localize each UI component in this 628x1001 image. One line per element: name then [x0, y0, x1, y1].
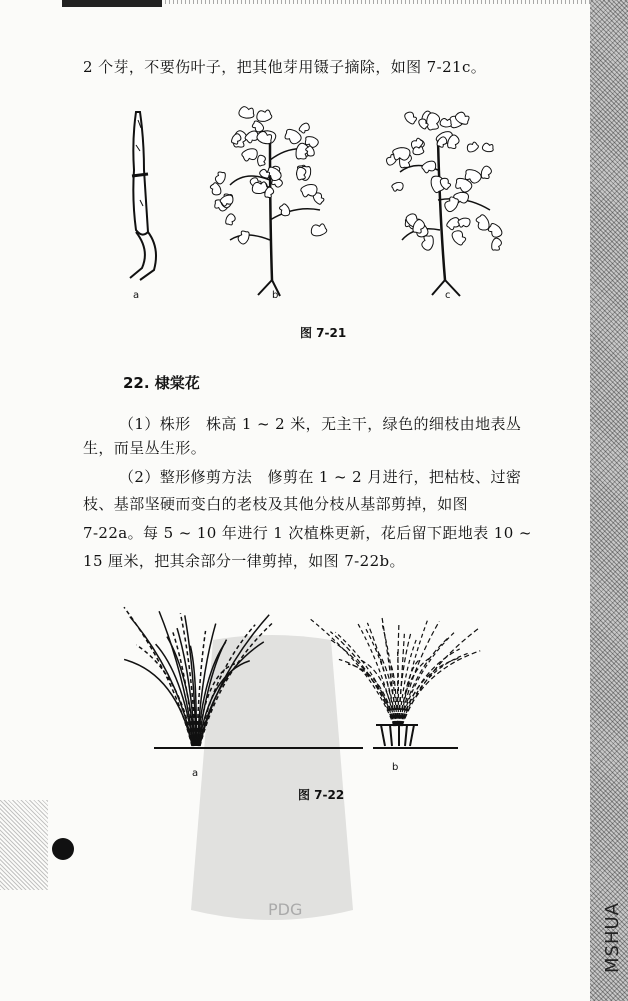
- leaf-shape: [226, 214, 236, 225]
- branch-stroke: [399, 634, 405, 726]
- scan-edge-right: [590, 0, 628, 1001]
- paragraph-line-1: （1）株形 株高 1 ~ 2 米，无主干，绿色的细枝由地表丛: [119, 415, 522, 433]
- figure-7-21-b-leaves: [208, 104, 329, 244]
- leaf-shape: [480, 165, 492, 179]
- leaf-shape: [490, 237, 503, 251]
- leaf-shape: [237, 104, 255, 121]
- paragraph-line-5: 7-22a。每 5 ~ 10 年进行 1 次植株更新，花后留下距地表 10 ~: [83, 524, 532, 542]
- leaf-shape: [391, 180, 406, 194]
- figure-7-21-label-a: a: [133, 290, 140, 301]
- side-mark: MSHUA: [602, 902, 623, 973]
- figure-7-21: [120, 100, 520, 300]
- leaf-shape: [449, 228, 468, 246]
- figure-7-22-a-branches: [124, 607, 273, 746]
- watermark-text: PDG: [268, 900, 303, 919]
- figure-7-22-b-branches: [311, 617, 481, 726]
- figure-7-22-caption: 图 7-22: [298, 788, 345, 802]
- branch-stroke: [331, 640, 395, 726]
- leaf-shape: [420, 158, 438, 176]
- figure-7-22-label-b: b: [392, 762, 399, 773]
- header-noise: [165, 0, 610, 4]
- leaf-shape: [465, 140, 479, 155]
- figure-7-21-label-b: b: [272, 290, 279, 301]
- leaf-shape: [298, 121, 311, 134]
- figure-7-22-b-base: [376, 725, 418, 746]
- branch-stroke: [311, 619, 394, 726]
- branch-stroke: [124, 607, 192, 746]
- leaf-shape: [240, 145, 260, 165]
- figure-7-21-caption: 图 7-21: [300, 326, 347, 340]
- leaf-shape: [457, 215, 472, 230]
- leaf-shape: [455, 178, 472, 193]
- header-bar: [62, 0, 162, 7]
- leaf-shape: [308, 220, 328, 240]
- paragraph-line-3: （2）整形修剪方法 修剪在 1 ~ 2 月进行，把枯枝、过密: [119, 468, 522, 486]
- figure-7-22-label-a: a: [192, 768, 199, 779]
- branch-stroke: [401, 658, 460, 726]
- leaf-shape: [403, 111, 418, 125]
- figure-7-21-label-c: c: [445, 290, 451, 301]
- leaf-shape: [238, 231, 249, 244]
- figure-7-21-c-leaves: [385, 110, 504, 251]
- corner-dot: [52, 838, 74, 860]
- scan-edge-left: [0, 800, 48, 890]
- paragraph-line-2: 生，而呈丛生形。: [83, 439, 207, 457]
- figure-7-21-b-plant: [230, 140, 320, 296]
- paragraph-top: 2 个芽，不要伤叶子，把其他芽用镊子摘除，如图 7-21c。: [83, 58, 487, 76]
- paragraph-line-4: 枝、基部坚硬而变白的老枝及其他分枝从基部剪掉，如图: [83, 495, 469, 513]
- figure-7-21-a-stem: [130, 112, 156, 280]
- branch-stroke: [401, 653, 467, 726]
- leaf-shape: [284, 129, 301, 144]
- leaf-shape: [215, 172, 226, 185]
- section-title: 22. 棣棠花: [123, 374, 200, 392]
- paragraph-line-6: 15 厘米，把其余部分一律剪掉，如图 7-22b。: [83, 552, 405, 570]
- figure-7-22: [118, 592, 498, 762]
- leaf-shape: [481, 142, 494, 154]
